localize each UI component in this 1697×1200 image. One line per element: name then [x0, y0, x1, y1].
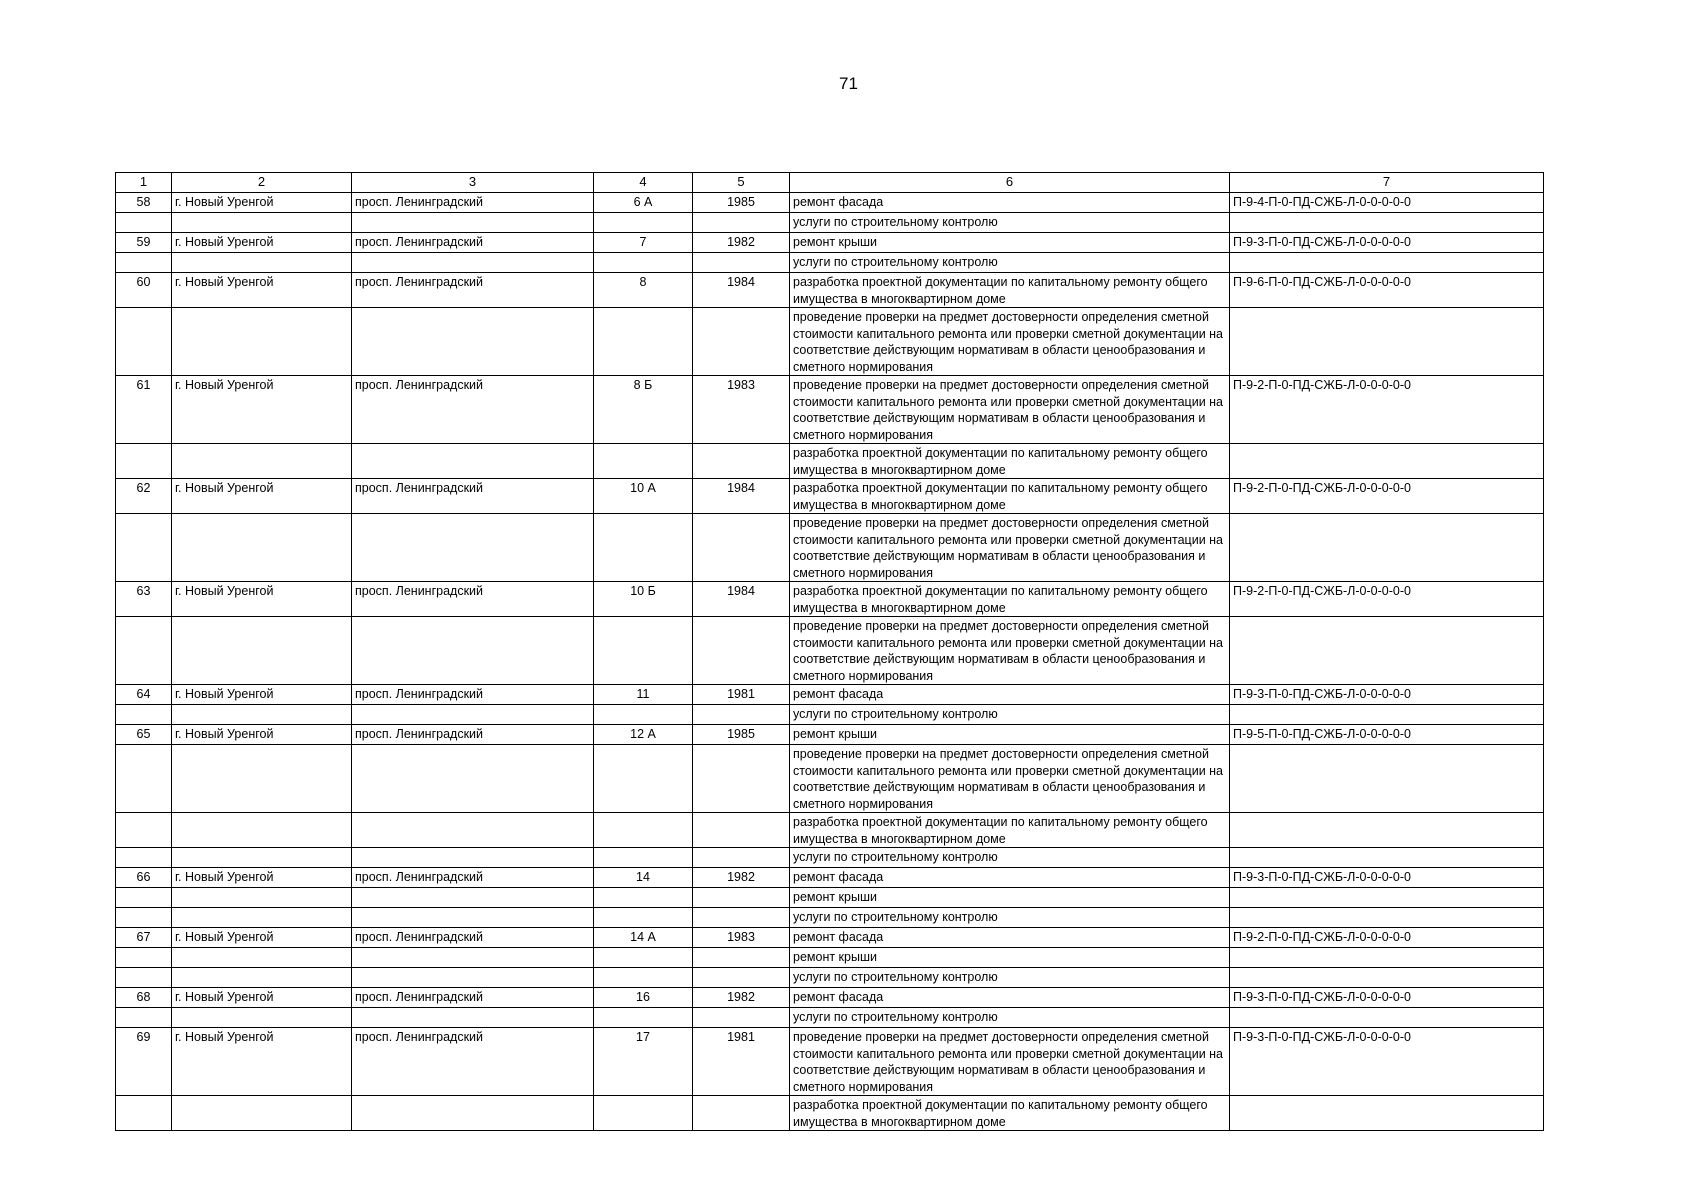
- house-cell: [594, 968, 693, 988]
- street-cell: [352, 888, 594, 908]
- code-cell: [1230, 813, 1544, 848]
- year-cell: 1982: [693, 988, 790, 1008]
- house-cell: [594, 888, 693, 908]
- code-cell: [1230, 444, 1544, 479]
- street-cell: просп. Ленинградский: [352, 988, 594, 1008]
- work-type-cell: ремонт фасада: [790, 928, 1230, 948]
- city-cell: г. Новый Уренгой: [172, 1028, 352, 1096]
- work-type-cell: проведение проверки на предмет достоверности определения сметной стоимости капитального ремонта или проверки сметной документации на соответствие действующим нормативам в области ценообразования и сметного нормирования: [790, 308, 1230, 376]
- street-cell: просп. Ленинградский: [352, 273, 594, 308]
- year-cell: 1982: [693, 233, 790, 253]
- year-cell: [693, 444, 790, 479]
- code-cell: [1230, 1008, 1544, 1028]
- year-cell: 1985: [693, 193, 790, 213]
- city-cell: [172, 968, 352, 988]
- street-cell: просп. Ленинградский: [352, 725, 594, 745]
- code-cell: П-9-6-П-0-ПД-СЖБ-Л-0-0-0-0-0: [1230, 273, 1544, 308]
- year-cell: 1984: [693, 582, 790, 617]
- work-type-cell: проведение проверки на предмет достоверности определения сметной стоимости капитального ремонта или проверки сметной документации на соответствие действующим нормативам в области ценообразования и сметного нормирования: [790, 1028, 1230, 1096]
- header-col-3: 3: [352, 173, 594, 193]
- work-type-cell: ремонт фасада: [790, 193, 1230, 213]
- code-cell: П-9-2-П-0-ПД-СЖБ-Л-0-0-0-0-0: [1230, 582, 1544, 617]
- code-cell: [1230, 745, 1544, 813]
- city-cell: [172, 1096, 352, 1131]
- house-cell: 14 А: [594, 928, 693, 948]
- table-row: [116, 948, 1544, 968]
- street-cell: просп. Ленинградский: [352, 193, 594, 213]
- street-cell: просп. Ленинградский: [352, 376, 594, 444]
- work-type-cell: разработка проектной документации по капитальному ремонту общего имущества в многоквартирном доме: [790, 444, 1230, 479]
- code-cell: П-9-2-П-0-ПД-СЖБ-Л-0-0-0-0-0: [1230, 376, 1544, 444]
- table-row: [116, 273, 1544, 308]
- city-cell: [172, 948, 352, 968]
- row-number: 67: [116, 928, 172, 948]
- work-type-cell: ремонт фасада: [790, 685, 1230, 705]
- house-cell: 14: [594, 868, 693, 888]
- house-cell: [594, 705, 693, 725]
- street-cell: [352, 514, 594, 582]
- year-cell: [693, 705, 790, 725]
- table-row: [116, 479, 1544, 514]
- row-number: [116, 213, 172, 233]
- row-number: 63: [116, 582, 172, 617]
- row-number: 58: [116, 193, 172, 213]
- code-cell: [1230, 848, 1544, 868]
- header-row: [116, 173, 1544, 193]
- register-table: [115, 172, 1544, 1131]
- street-cell: [352, 848, 594, 868]
- code-cell: П-9-3-П-0-ПД-СЖБ-Л-0-0-0-0-0: [1230, 685, 1544, 705]
- street-cell: [352, 745, 594, 813]
- table-row: [116, 213, 1544, 233]
- code-cell: [1230, 1096, 1544, 1131]
- street-cell: просп. Ленинградский: [352, 479, 594, 514]
- work-type-cell: услуги по строительному контролю: [790, 848, 1230, 868]
- city-cell: [172, 813, 352, 848]
- street-cell: просп. Ленинградский: [352, 233, 594, 253]
- row-number: [116, 1008, 172, 1028]
- street-cell: просп. Ленинградский: [352, 1028, 594, 1096]
- house-cell: 12 А: [594, 725, 693, 745]
- row-number: 68: [116, 988, 172, 1008]
- city-cell: г. Новый Уренгой: [172, 233, 352, 253]
- year-cell: 1984: [693, 479, 790, 514]
- year-cell: [693, 514, 790, 582]
- house-cell: [594, 617, 693, 685]
- house-cell: 7: [594, 233, 693, 253]
- house-cell: [594, 444, 693, 479]
- street-cell: просп. Ленинградский: [352, 928, 594, 948]
- street-cell: [352, 213, 594, 233]
- table-row: [116, 376, 1544, 444]
- year-cell: 1985: [693, 725, 790, 745]
- city-cell: г. Новый Уренгой: [172, 685, 352, 705]
- house-cell: [594, 213, 693, 233]
- row-number: [116, 308, 172, 376]
- table-row: [116, 928, 1544, 948]
- row-number: [116, 968, 172, 988]
- work-type-cell: услуги по строительному контролю: [790, 213, 1230, 233]
- house-cell: [594, 745, 693, 813]
- house-cell: 17: [594, 1028, 693, 1096]
- street-cell: [352, 1096, 594, 1131]
- work-type-cell: разработка проектной документации по капитальному ремонту общего имущества в многоквартирном доме: [790, 1096, 1230, 1131]
- row-number: [116, 617, 172, 685]
- work-type-cell: ремонт крыши: [790, 948, 1230, 968]
- code-cell: П-9-2-П-0-ПД-СЖБ-Л-0-0-0-0-0: [1230, 928, 1544, 948]
- row-number: [116, 948, 172, 968]
- work-type-cell: услуги по строительному контролю: [790, 253, 1230, 273]
- table-row: [116, 1028, 1544, 1096]
- year-cell: [693, 617, 790, 685]
- year-cell: 1983: [693, 376, 790, 444]
- year-cell: 1983: [693, 928, 790, 948]
- street-cell: [352, 908, 594, 928]
- header-col-6: 6: [790, 173, 1230, 193]
- page-number: 71: [839, 74, 858, 93]
- row-number: [116, 813, 172, 848]
- street-cell: [352, 617, 594, 685]
- table-row: [116, 1008, 1544, 1028]
- code-cell: [1230, 968, 1544, 988]
- city-cell: г. Новый Уренгой: [172, 273, 352, 308]
- work-type-cell: проведение проверки на предмет достоверности определения сметной стоимости капитального ремонта или проверки сметной документации на соответствие действующим нормативам в области ценообразования и сметного нормирования: [790, 617, 1230, 685]
- row-number: 69: [116, 1028, 172, 1096]
- street-cell: [352, 948, 594, 968]
- city-cell: [172, 444, 352, 479]
- table-row: [116, 685, 1544, 705]
- code-cell: [1230, 948, 1544, 968]
- city-cell: [172, 514, 352, 582]
- table-row: [116, 253, 1544, 273]
- code-cell: [1230, 253, 1544, 273]
- code-cell: П-9-3-П-0-ПД-СЖБ-Л-0-0-0-0-0: [1230, 988, 1544, 1008]
- street-cell: [352, 968, 594, 988]
- table-row: [116, 705, 1544, 725]
- house-cell: [594, 1008, 693, 1028]
- table-row: [116, 617, 1544, 685]
- city-cell: г. Новый Уренгой: [172, 988, 352, 1008]
- row-number: [116, 848, 172, 868]
- street-cell: [352, 705, 594, 725]
- work-type-cell: разработка проектной документации по капитальному ремонту общего имущества в многоквартирном доме: [790, 582, 1230, 617]
- city-cell: г. Новый Уренгой: [172, 479, 352, 514]
- code-cell: П-9-4-П-0-ПД-СЖБ-Л-0-0-0-0-0: [1230, 193, 1544, 213]
- table-row: [116, 582, 1544, 617]
- city-cell: г. Новый Уренгой: [172, 193, 352, 213]
- year-cell: [693, 908, 790, 928]
- street-cell: просп. Ленинградский: [352, 582, 594, 617]
- row-number: [116, 745, 172, 813]
- city-cell: [172, 617, 352, 685]
- table-row: [116, 988, 1544, 1008]
- house-cell: [594, 308, 693, 376]
- house-cell: 10 Б: [594, 582, 693, 617]
- house-cell: 6 А: [594, 193, 693, 213]
- table-row: [116, 308, 1544, 376]
- year-cell: [693, 745, 790, 813]
- street-cell: просп. Ленинградский: [352, 685, 594, 705]
- city-cell: [172, 705, 352, 725]
- city-cell: г. Новый Уренгой: [172, 725, 352, 745]
- row-number: [116, 888, 172, 908]
- table-row: [116, 725, 1544, 745]
- city-cell: г. Новый Уренгой: [172, 928, 352, 948]
- year-cell: [693, 213, 790, 233]
- row-number: 61: [116, 376, 172, 444]
- house-cell: [594, 253, 693, 273]
- year-cell: 1981: [693, 1028, 790, 1096]
- code-cell: П-9-3-П-0-ПД-СЖБ-Л-0-0-0-0-0: [1230, 868, 1544, 888]
- city-cell: [172, 308, 352, 376]
- city-cell: г. Новый Уренгой: [172, 582, 352, 617]
- header-col-4: 4: [594, 173, 693, 193]
- table-row: [116, 888, 1544, 908]
- city-cell: [172, 908, 352, 928]
- row-number: 64: [116, 685, 172, 705]
- house-cell: 8 Б: [594, 376, 693, 444]
- work-type-cell: проведение проверки на предмет достоверности определения сметной стоимости капитального ремонта или проверки сметной документации на соответствие действующим нормативам в области ценообразования и сметного нормирования: [790, 514, 1230, 582]
- code-cell: П-9-3-П-0-ПД-СЖБ-Л-0-0-0-0-0: [1230, 1028, 1544, 1096]
- city-cell: [172, 1008, 352, 1028]
- table-row: [116, 444, 1544, 479]
- street-cell: [352, 1008, 594, 1028]
- code-cell: [1230, 617, 1544, 685]
- work-type-cell: разработка проектной документации по капитальному ремонту общего имущества в многоквартирном доме: [790, 813, 1230, 848]
- row-number: 65: [116, 725, 172, 745]
- work-type-cell: проведение проверки на предмет достоверности определения сметной стоимости капитального ремонта или проверки сметной документации на соответствие действующим нормативам в области ценообразования и сметного нормирования: [790, 745, 1230, 813]
- code-cell: [1230, 705, 1544, 725]
- code-cell: П-9-2-П-0-ПД-СЖБ-Л-0-0-0-0-0: [1230, 479, 1544, 514]
- table-row: [116, 514, 1544, 582]
- house-cell: [594, 948, 693, 968]
- row-number: 62: [116, 479, 172, 514]
- table-row: [116, 868, 1544, 888]
- city-cell: г. Новый Уренгой: [172, 376, 352, 444]
- work-type-cell: ремонт фасада: [790, 868, 1230, 888]
- code-cell: П-9-3-П-0-ПД-СЖБ-Л-0-0-0-0-0: [1230, 233, 1544, 253]
- row-number: [116, 705, 172, 725]
- table-row: [116, 745, 1544, 813]
- year-cell: [693, 253, 790, 273]
- table-body: [116, 173, 1544, 1131]
- row-number: [116, 514, 172, 582]
- work-type-cell: услуги по строительному контролю: [790, 968, 1230, 988]
- city-cell: [172, 253, 352, 273]
- house-cell: [594, 848, 693, 868]
- city-cell: [172, 745, 352, 813]
- work-type-cell: услуги по строительному контролю: [790, 908, 1230, 928]
- table-row: [116, 848, 1544, 868]
- work-type-cell: ремонт крыши: [790, 233, 1230, 253]
- street-cell: [352, 444, 594, 479]
- year-cell: [693, 968, 790, 988]
- year-cell: [693, 1096, 790, 1131]
- house-cell: 11: [594, 685, 693, 705]
- code-cell: [1230, 888, 1544, 908]
- work-type-cell: ремонт крыши: [790, 725, 1230, 745]
- year-cell: 1982: [693, 868, 790, 888]
- table-row: [116, 193, 1544, 213]
- work-type-cell: разработка проектной документации по капитальному ремонту общего имущества в многоквартирном доме: [790, 479, 1230, 514]
- row-number: [116, 444, 172, 479]
- year-cell: [693, 848, 790, 868]
- street-cell: просп. Ленинградский: [352, 868, 594, 888]
- code-cell: [1230, 308, 1544, 376]
- code-cell: [1230, 908, 1544, 928]
- house-cell: 10 А: [594, 479, 693, 514]
- work-type-cell: разработка проектной документации по капитальному ремонту общего имущества в многоквартирном доме: [790, 273, 1230, 308]
- table-row: [116, 968, 1544, 988]
- work-type-cell: проведение проверки на предмет достоверности определения сметной стоимости капитального ремонта или проверки сметной документации на соответствие действующим нормативам в области ценообразования и сметного нормирования: [790, 376, 1230, 444]
- year-cell: [693, 813, 790, 848]
- work-type-cell: услуги по строительному контролю: [790, 1008, 1230, 1028]
- table-row: [116, 1096, 1544, 1131]
- header-col-7: 7: [1230, 173, 1544, 193]
- street-cell: [352, 813, 594, 848]
- year-cell: [693, 1008, 790, 1028]
- year-cell: 1984: [693, 273, 790, 308]
- city-cell: [172, 888, 352, 908]
- code-cell: [1230, 213, 1544, 233]
- header-col-2: 2: [172, 173, 352, 193]
- table-row: [116, 908, 1544, 928]
- house-cell: [594, 813, 693, 848]
- year-cell: [693, 948, 790, 968]
- row-number: [116, 253, 172, 273]
- work-type-cell: ремонт фасада: [790, 988, 1230, 1008]
- row-number: 60: [116, 273, 172, 308]
- house-cell: 16: [594, 988, 693, 1008]
- work-type-cell: ремонт крыши: [790, 888, 1230, 908]
- header-col-5: 5: [693, 173, 790, 193]
- house-cell: [594, 514, 693, 582]
- house-cell: [594, 1096, 693, 1131]
- city-cell: г. Новый Уренгой: [172, 868, 352, 888]
- row-number: 59: [116, 233, 172, 253]
- city-cell: [172, 213, 352, 233]
- table-row: [116, 233, 1544, 253]
- house-cell: 8: [594, 273, 693, 308]
- year-cell: [693, 888, 790, 908]
- work-type-cell: услуги по строительному контролю: [790, 705, 1230, 725]
- code-cell: [1230, 514, 1544, 582]
- table-row: [116, 813, 1544, 848]
- row-number: [116, 908, 172, 928]
- header-col-1: 1: [116, 173, 172, 193]
- street-cell: [352, 253, 594, 273]
- row-number: 66: [116, 868, 172, 888]
- street-cell: [352, 308, 594, 376]
- year-cell: 1981: [693, 685, 790, 705]
- house-cell: [594, 908, 693, 928]
- year-cell: [693, 308, 790, 376]
- row-number: [116, 1096, 172, 1131]
- city-cell: [172, 848, 352, 868]
- code-cell: П-9-5-П-0-ПД-СЖБ-Л-0-0-0-0-0: [1230, 725, 1544, 745]
